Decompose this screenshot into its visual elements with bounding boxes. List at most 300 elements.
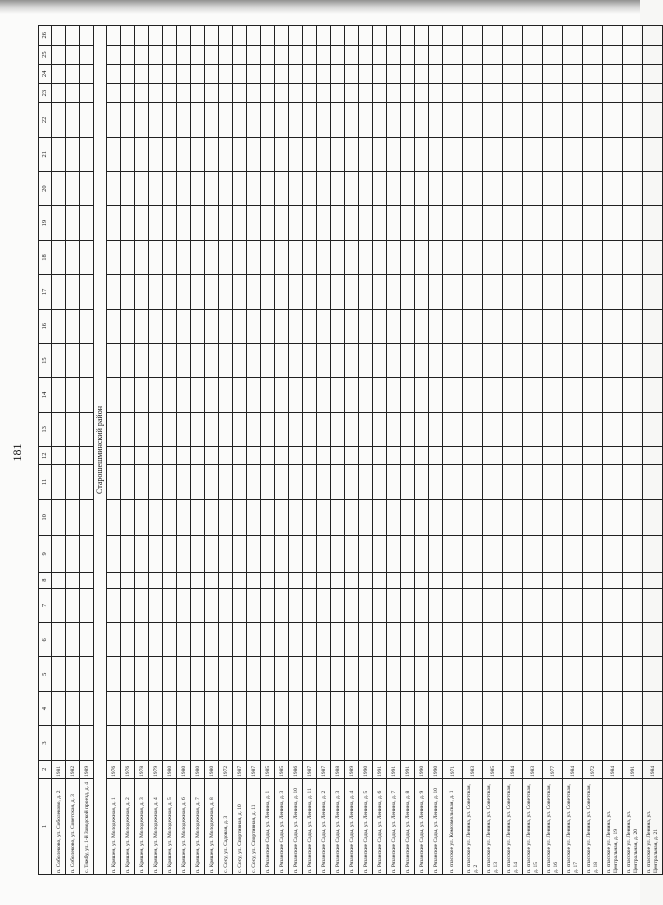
table-cell [317, 726, 331, 760]
table-cell [261, 26, 275, 46]
table-cell [401, 726, 415, 760]
table-cell [463, 83, 483, 102]
table-cell [149, 343, 163, 377]
table-cell [121, 309, 135, 343]
table-cell [643, 240, 663, 274]
table-cell [191, 45, 205, 64]
table-cell [387, 137, 401, 171]
table-cell [52, 26, 66, 46]
table-cell [219, 623, 233, 657]
table-cell [523, 26, 543, 46]
table-cell [443, 465, 463, 499]
table-cell [583, 465, 603, 499]
table-cell [603, 447, 623, 465]
year-cell: 1984 [603, 760, 623, 778]
table-cell [121, 588, 135, 622]
table-cell [429, 64, 443, 83]
address-cell: п. Кряшен, ул. Молодежная, д. 8 [205, 778, 219, 874]
table-cell [135, 275, 149, 309]
column-number: 7 [39, 588, 52, 622]
table-cell [543, 572, 563, 588]
table-cell [623, 83, 643, 102]
table-cell [401, 499, 415, 535]
table-cell [331, 465, 345, 499]
table-cell [261, 343, 275, 377]
table-cell [149, 26, 163, 46]
table-cell [289, 240, 303, 274]
table-cell [503, 465, 523, 499]
table-cell [359, 83, 373, 102]
table-cell [401, 657, 415, 691]
column-number: 3 [39, 726, 52, 760]
table-cell [401, 103, 415, 137]
table-cell [247, 171, 261, 205]
table-cell [603, 572, 623, 588]
table-cell [121, 726, 135, 760]
table-cell [247, 588, 261, 622]
table-cell [303, 726, 317, 760]
table-cell [66, 64, 80, 83]
table-cell [163, 499, 177, 535]
table-cell [463, 691, 483, 725]
table-cell [643, 447, 663, 465]
year-cell: 1990 [415, 760, 429, 778]
table-cell [80, 45, 94, 64]
table-cell [219, 206, 233, 240]
scan-edge-shadow [0, 0, 640, 14]
table-cell [163, 657, 177, 691]
table-cell [289, 343, 303, 377]
table-cell [80, 64, 94, 83]
table-cell [261, 64, 275, 83]
table-cell [623, 171, 643, 205]
table-cell [66, 137, 80, 171]
address-cell: п. Рязанские Сады, ул. Ленина, д. 6 [373, 778, 387, 874]
address-cell: с. Сосу, ул. Спортивная, д. 11 [247, 778, 261, 874]
table-cell [503, 657, 523, 691]
table-cell [373, 536, 387, 572]
table-cell [603, 137, 623, 171]
table-cell [80, 240, 94, 274]
column-number: 21 [39, 137, 52, 171]
table-row [80, 26, 94, 875]
table-cell [523, 103, 543, 137]
table-cell [387, 343, 401, 377]
table-cell [205, 536, 219, 572]
table-cell [443, 206, 463, 240]
table-cell [359, 45, 373, 64]
table-cell [163, 83, 177, 102]
column-number: 22 [39, 103, 52, 137]
table-cell [387, 171, 401, 205]
table-row [275, 26, 289, 875]
table-cell [107, 171, 121, 205]
table-cell [247, 83, 261, 102]
table-cell [415, 83, 429, 102]
table-cell [66, 83, 80, 102]
table-cell [80, 378, 94, 412]
table-cell [191, 588, 205, 622]
table-cell [191, 26, 205, 46]
table-cell [345, 137, 359, 171]
table-cell [503, 499, 523, 535]
table-cell [317, 275, 331, 309]
table-cell [219, 378, 233, 412]
table-cell [303, 206, 317, 240]
table-cell [80, 171, 94, 205]
table-row [149, 26, 163, 875]
table-cell [387, 726, 401, 760]
table-cell [289, 726, 303, 760]
table-cell [443, 309, 463, 343]
table-cell [401, 691, 415, 725]
column-number: 25 [39, 45, 52, 64]
table-cell [331, 378, 345, 412]
table-cell [563, 726, 583, 760]
address-cell: п. Кряшен, ул. Молодежная, д. 3 [135, 778, 149, 874]
table-cell [463, 275, 483, 309]
table-cell [543, 45, 563, 64]
table-cell [463, 103, 483, 137]
column-number: 2 [39, 760, 52, 778]
table-cell [415, 588, 429, 622]
table-cell [463, 588, 483, 622]
table-cell [149, 623, 163, 657]
table-cell [359, 623, 373, 657]
table-cell [163, 240, 177, 274]
table-cell [205, 64, 219, 83]
table-cell [303, 572, 317, 588]
table-cell [483, 103, 503, 137]
table-cell [643, 536, 663, 572]
table-cell [52, 240, 66, 274]
table-cell [387, 26, 401, 46]
table-cell [523, 206, 543, 240]
table-cell [563, 623, 583, 657]
table-cell [643, 623, 663, 657]
table-cell [483, 499, 503, 535]
table-cell [543, 499, 563, 535]
table-cell [275, 623, 289, 657]
table-cell [603, 726, 623, 760]
table-cell [543, 83, 563, 102]
table-cell [317, 572, 331, 588]
table-cell [275, 691, 289, 725]
table-cell [543, 378, 563, 412]
table-cell [205, 45, 219, 64]
table-cell [415, 465, 429, 499]
table-cell [261, 206, 275, 240]
table-cell [233, 623, 247, 657]
table-cell [523, 343, 543, 377]
table-cell [523, 623, 543, 657]
table-cell [443, 26, 463, 46]
table-cell [149, 588, 163, 622]
table-cell [623, 465, 643, 499]
table-cell [543, 309, 563, 343]
section-row [94, 26, 107, 875]
table-cell [275, 103, 289, 137]
table-cell [233, 726, 247, 760]
year-cell: 1991 [387, 760, 401, 778]
table-cell [345, 275, 359, 309]
table-cell [191, 275, 205, 309]
table-cell [523, 137, 543, 171]
table-cell [205, 309, 219, 343]
table-row [247, 26, 261, 875]
table-cell [415, 240, 429, 274]
table-cell [387, 378, 401, 412]
table-cell [543, 691, 563, 725]
table-cell [317, 536, 331, 572]
table-cell [289, 103, 303, 137]
table-cell [483, 83, 503, 102]
table-cell [583, 26, 603, 46]
table-cell [523, 588, 543, 622]
table-cell [563, 137, 583, 171]
table-cell [623, 45, 643, 64]
table-cell [429, 691, 443, 725]
table-cell [401, 240, 415, 274]
table-cell [429, 240, 443, 274]
table-cell [483, 206, 503, 240]
table-cell [121, 240, 135, 274]
table-cell [583, 623, 603, 657]
table-cell [331, 64, 345, 83]
table-cell [191, 343, 205, 377]
address-cell: п. спасское ул. Ленина, ул. Советская, д. 14 [503, 778, 523, 874]
table-cell [52, 171, 66, 205]
table-cell [623, 240, 643, 274]
table-cell [415, 26, 429, 46]
table-row [643, 26, 663, 875]
table-cell [503, 572, 523, 588]
table-cell [543, 657, 563, 691]
table-cell [317, 103, 331, 137]
table-cell [563, 572, 583, 588]
table-cell [107, 588, 121, 622]
table-cell [163, 691, 177, 725]
table-cell [623, 572, 643, 588]
table-cell [583, 206, 603, 240]
table-cell [247, 240, 261, 274]
table-cell [135, 240, 149, 274]
table-cell [373, 83, 387, 102]
table-cell [107, 206, 121, 240]
table-cell [603, 171, 623, 205]
table-cell [52, 499, 66, 535]
table-cell [483, 657, 503, 691]
table-cell [233, 309, 247, 343]
table-cell [387, 309, 401, 343]
table-cell [331, 691, 345, 725]
table-row [543, 26, 563, 875]
table-cell [191, 657, 205, 691]
table-cell [191, 412, 205, 446]
table-cell [191, 726, 205, 760]
year-cell: 1972 [583, 760, 603, 778]
table-cell [66, 726, 80, 760]
table-cell [275, 572, 289, 588]
table-cell [359, 343, 373, 377]
table-cell [415, 499, 429, 535]
table-cell [563, 465, 583, 499]
table-cell [483, 588, 503, 622]
table-cell [219, 309, 233, 343]
table-cell [275, 275, 289, 309]
table-cell [219, 137, 233, 171]
year-cell: 1980 [205, 760, 219, 778]
table-cell [233, 103, 247, 137]
table-cell [177, 499, 191, 535]
table-cell [80, 447, 94, 465]
table-cell [387, 103, 401, 137]
table-cell [331, 572, 345, 588]
table-cell [463, 412, 483, 446]
table-cell [543, 623, 563, 657]
table-cell [345, 447, 359, 465]
address-cell: п. Рязанские Сады, ул. Ленина, д. 8 [401, 778, 415, 874]
table-cell [52, 64, 66, 83]
table-cell [415, 572, 429, 588]
table-cell [80, 343, 94, 377]
table-cell [563, 536, 583, 572]
table-cell [66, 447, 80, 465]
address-cell: п. Соболеково, ул. Соболеково, д. 2 [52, 778, 66, 874]
table-cell [66, 572, 80, 588]
table-cell [107, 726, 121, 760]
table-cell [345, 657, 359, 691]
table-cell [429, 536, 443, 572]
table-cell [191, 206, 205, 240]
address-cell: п. Соболеково, ул. Советская, д. 3 [66, 778, 80, 874]
table-cell [303, 378, 317, 412]
table-cell [121, 103, 135, 137]
year-cell: 1991 [373, 760, 387, 778]
table-cell [289, 171, 303, 205]
table-cell [121, 447, 135, 465]
table-cell [359, 691, 373, 725]
table-cell [191, 378, 205, 412]
table-cell [149, 83, 163, 102]
table-cell [623, 588, 643, 622]
table-cell [233, 536, 247, 572]
table-cell [643, 343, 663, 377]
table-cell [135, 465, 149, 499]
table-cell [107, 26, 121, 46]
column-number: 20 [39, 171, 52, 205]
table-cell [359, 536, 373, 572]
table-cell [345, 588, 359, 622]
table-cell [121, 26, 135, 46]
table-cell [177, 657, 191, 691]
table-cell [191, 103, 205, 137]
table-cell [191, 572, 205, 588]
table-cell [121, 378, 135, 412]
address-cell: п. спасское ул. Ленина, ул. Советская, д. 18 [583, 778, 603, 874]
table-cell [191, 536, 205, 572]
table-cell [503, 275, 523, 309]
table-cell [107, 378, 121, 412]
table-cell [603, 657, 623, 691]
table-cell [80, 309, 94, 343]
table-row [463, 26, 483, 875]
table-cell [583, 726, 603, 760]
table-cell [623, 137, 643, 171]
year-cell: 1984 [643, 760, 663, 778]
table-cell [603, 206, 623, 240]
table-cell [429, 726, 443, 760]
table-cell [429, 447, 443, 465]
table-cell [177, 103, 191, 137]
table-cell [359, 465, 373, 499]
table-cell [373, 465, 387, 499]
table-cell [623, 623, 643, 657]
column-number: 23 [39, 83, 52, 102]
table-cell [317, 378, 331, 412]
table-cell [373, 726, 387, 760]
table-cell [233, 343, 247, 377]
year-cell: 1984 [563, 760, 583, 778]
table-cell [359, 103, 373, 137]
table-cell [233, 657, 247, 691]
table-cell [317, 465, 331, 499]
table-cell [373, 275, 387, 309]
table-cell [66, 26, 80, 46]
table-cell [163, 378, 177, 412]
table-cell [191, 447, 205, 465]
table-cell [52, 726, 66, 760]
table-cell [583, 378, 603, 412]
table-cell [191, 240, 205, 274]
table-cell [503, 45, 523, 64]
table-cell [219, 499, 233, 535]
table-cell [135, 657, 149, 691]
table-cell [543, 64, 563, 83]
table-cell [247, 206, 261, 240]
table-cell [429, 103, 443, 137]
table-cell [429, 275, 443, 309]
table-cell [345, 412, 359, 446]
table-cell [275, 64, 289, 83]
address-cell: п. Рязанские Сады, ул. Ленина, д. 11 [303, 778, 317, 874]
table-cell [401, 412, 415, 446]
year-cell: 1978 [135, 760, 149, 778]
table-cell [177, 378, 191, 412]
table-cell [275, 657, 289, 691]
table-cell [149, 171, 163, 205]
table-cell [443, 499, 463, 535]
table-cell [52, 309, 66, 343]
table-cell [66, 657, 80, 691]
table-cell [623, 412, 643, 446]
table-cell [107, 572, 121, 588]
table-cell [135, 572, 149, 588]
table-row [289, 26, 303, 875]
table-cell [80, 588, 94, 622]
page-number: 181 [10, 443, 24, 462]
column-number: 17 [39, 275, 52, 309]
table-cell [135, 726, 149, 760]
table-cell [191, 465, 205, 499]
table-cell [163, 726, 177, 760]
table-cell [289, 465, 303, 499]
table-cell [149, 45, 163, 64]
table-cell [219, 343, 233, 377]
table-cell [303, 623, 317, 657]
table-cell [463, 171, 483, 205]
table-cell [191, 499, 205, 535]
